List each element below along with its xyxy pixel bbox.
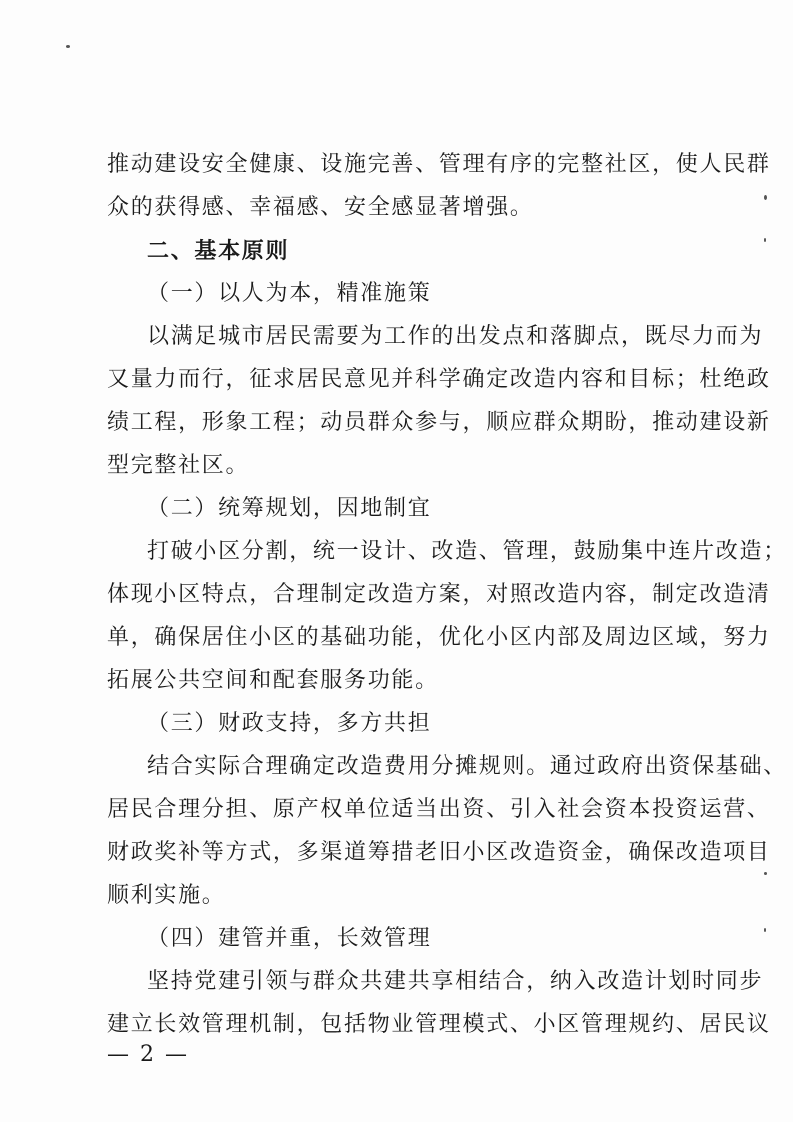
scan-speck: [764, 195, 767, 200]
body-line: 坚持党建引领与群众共建共享相结合，纳入改造计划时同步: [147, 969, 764, 994]
body-line: 打破小区分割，统一设计、改造、管理，鼓励集中连片改造；: [147, 539, 787, 564]
body-line: 体现小区特点，合理制定改造方案，对照改造内容，制定改造清: [107, 582, 771, 607]
scan-speck: [764, 238, 766, 242]
subsection-heading: （一）以人为本，精准施策: [147, 281, 432, 306]
body-line: 结合实际合理确定改造费用分摊规则。通过政府出资保基础、: [147, 754, 787, 779]
page-number: — 2 —: [107, 1042, 189, 1067]
scan-speck: [764, 928, 766, 932]
body-line: 又量力而行，征求居民意见并科学确定改造内容和目标；杜绝政: [107, 367, 771, 392]
body-line: 建立长效管理机制，包括物业管理模式、小区管理规约、居民议: [107, 1012, 771, 1037]
body-line: 推动建设安全健康、设施完善、管理有序的完整社区，使人民群: [107, 152, 771, 177]
body-line: 顺利实施。: [107, 883, 226, 908]
subsection-heading: （四）建管并重，长效管理: [147, 926, 432, 951]
body-line: 居民合理分担、原产权单位适当出资、引入社会资本投资运营、: [107, 797, 771, 822]
body-line: 众的获得感、幸福感、安全感显著增强。: [107, 195, 534, 220]
body-line: 财政奖补等方式，多渠道筹措老旧小区改造资金，确保改造项目: [107, 840, 771, 865]
scan-speck: [66, 45, 70, 48]
body-line: 拓展公共空间和配套服务功能。: [107, 668, 439, 693]
subsection-heading: （三）财政支持，多方共担: [147, 711, 432, 736]
scan-speck: [764, 872, 767, 875]
body-line: 型完整社区。: [107, 453, 250, 478]
section-heading: 二、基本原则: [147, 238, 290, 264]
body-line: 以满足城市居民需要为工作的出发点和落脚点，既尽力而为: [147, 324, 764, 349]
body-line: 绩工程，形象工程；动员群众参与，顺应群众期盼，推动建设新: [107, 410, 771, 435]
subsection-heading: （二）统筹规划，因地制宜: [147, 496, 432, 521]
body-line: 单，确保居住小区的基础功能，优化小区内部及周边区域，努力: [107, 625, 771, 650]
